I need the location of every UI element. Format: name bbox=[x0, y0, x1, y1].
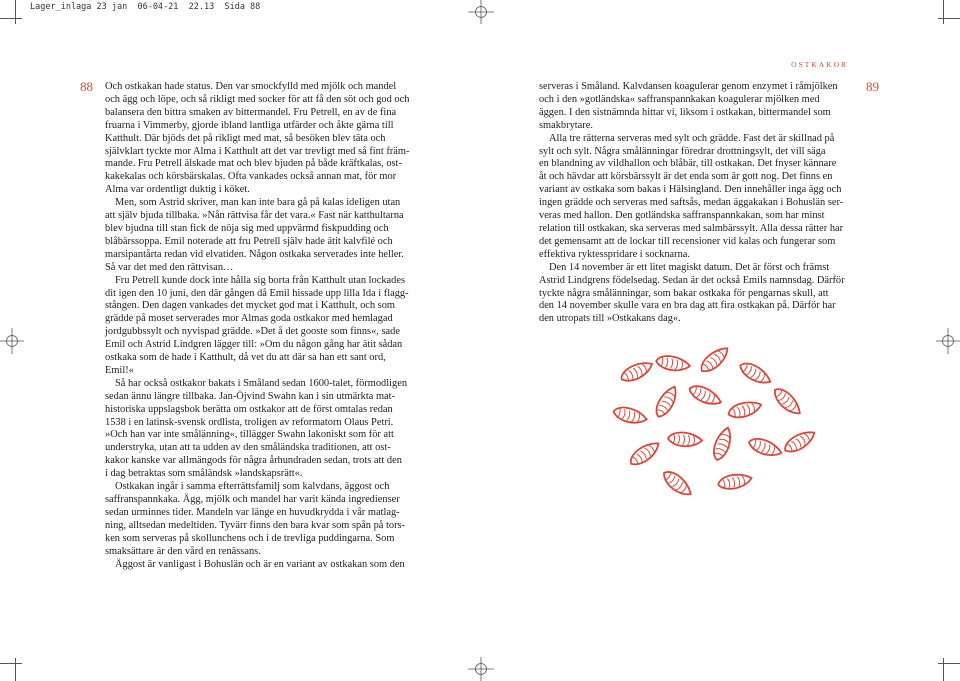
text-line: 1538 i en latinsk-svensk ordlista, troligen av reformatorn Olaus Petri. bbox=[105, 416, 394, 428]
text-line: blåbärssoppa. Emil noterade att fru Petrell själv hade ätit kalvfilé och bbox=[105, 235, 393, 247]
text-line: det gemensamt att de lockar till recensioner vid kalas och fungerar som bbox=[539, 235, 836, 247]
left-page-text bbox=[105, 81, 417, 571]
slug-line: Lager_inlaga 23 jan 06-04-21 22.13 Sida 88 bbox=[30, 2, 261, 12]
almond-shape bbox=[727, 399, 763, 421]
text-line: sylt och sylt. Några smålänningar föredrar drottningsylt, det vill säga bbox=[539, 145, 826, 157]
text-line: Och ostkakan hade status. Den var smockfylld med mjölk och mandel bbox=[105, 81, 397, 92]
text-line: grädde på moset serverades mor Almas goda ostkakor med hemlagad bbox=[105, 313, 393, 325]
almond-shape bbox=[652, 384, 681, 420]
text-line: balansera den bittra smaken av bittermandel. Fru Petrell, en av de fina bbox=[105, 106, 397, 118]
almond-shape bbox=[655, 354, 691, 373]
text-line: blev bjudna till stan fick de nöja sig med uppvärmd fiskpudding och bbox=[105, 222, 389, 234]
text-line: Den 14 november är ett litet magiskt datum. Det är först och främst bbox=[549, 261, 830, 273]
right-page-text bbox=[539, 81, 855, 326]
registration-mark-icon bbox=[468, 0, 494, 24]
crop-mark bbox=[0, 663, 22, 664]
page-number-right: 89 bbox=[866, 79, 879, 94]
crop-mark bbox=[943, 0, 944, 24]
almond-shape bbox=[710, 426, 734, 463]
page-number-left: 88 bbox=[80, 79, 93, 94]
text-line: »Och han var inte smålänning«, tillägger Swahn lakoniskt som för att bbox=[105, 429, 394, 441]
text-line: jordgubbssylt och nyvispad grädde. »Det å det gooste som finns«, sade bbox=[105, 326, 400, 338]
text-line: Fru Petrell kunde dock inte hålla sig borta från Katthult utan lockades bbox=[115, 274, 405, 286]
text-line: att själv bjuda tillbaka. »Nån rättvisa får det vara.« Fast när katthultarna bbox=[105, 210, 404, 222]
text-line: Så har också ostkakor bakats i Småland sedan 1600-talet, förmodligen bbox=[115, 377, 408, 389]
text-line: i dag betraktas som småländsk »landskapsrätt«. bbox=[105, 468, 303, 480]
text-line: effektiva ryktesspridare i socknarna. bbox=[539, 248, 690, 260]
text-line: ning, alltsedan medeltiden. Tyvärr finns den bara kvar som spån på tors- bbox=[105, 519, 406, 531]
crop-mark bbox=[15, 0, 16, 24]
almond-shape bbox=[782, 427, 818, 456]
registration-mark-icon bbox=[468, 657, 494, 681]
text-line: veras med hallon. Den gotländska saffranspannkakan, som har minst bbox=[539, 210, 825, 222]
almonds-icon bbox=[605, 344, 835, 514]
text-line: Ostkakan ingår i samma efterrättsfamilj som kalvdans, äggost och bbox=[115, 481, 390, 493]
text-line: marsipantårta redan vid elvatiden. Någon ostkaka serverades inte heller. bbox=[105, 248, 404, 260]
text-line: stången. Den dagen vankades det mycket god mat i Katthult, och som bbox=[105, 300, 395, 312]
text-line: Alla tre rätterna serveras med sylt och grädde. Fast det är skillnad på bbox=[549, 132, 835, 144]
text-line: äggen. I den sistnämnda hittar vi, liksom i ostkakan, bittermandel som bbox=[539, 106, 831, 118]
crop-mark bbox=[943, 658, 944, 681]
text-line: serveras i Småland. Kalvdansen koagulerar genom enzymet i råmjölken bbox=[539, 81, 838, 92]
almond-shape bbox=[619, 358, 656, 385]
registration-mark-icon bbox=[0, 328, 24, 354]
text-line: smaksättare är den vård en renässans. bbox=[105, 545, 261, 557]
crop-mark bbox=[15, 658, 16, 681]
text-line: en blandning av vildhallon och blåbär, till ostkakan. Det fnyser kännare bbox=[539, 158, 837, 170]
text-line: ingen grädde och serveras med saftsås, medan äggakakan i Bohuslän ser- bbox=[539, 197, 844, 209]
almond-shape bbox=[747, 435, 784, 459]
text-line: variant av ostkaka som bakas i Hälsingland. Den innehåller inga ägg och bbox=[539, 184, 842, 196]
text-line: sedan urminnes tider. Mandeln var länge en huvudkrydda i vår matlag- bbox=[105, 506, 400, 518]
crop-mark bbox=[938, 663, 960, 664]
crop-mark bbox=[938, 18, 960, 19]
text-line: tyckte några smålänningar, som bakar ostkaka för pengarnas skull, att bbox=[539, 287, 829, 299]
text-line: Äggost är vanligast i Bohuslän och är en variant av ostkakan som den bbox=[115, 558, 405, 570]
text-line: Astrid Lindgrens födelsedag. Sedan är det också Emils namnsdag. Därför bbox=[539, 274, 845, 286]
text-line: Emil och Astrid Lindgren lägger till: »Om du någon gång har ätit sådan bbox=[105, 339, 403, 351]
almond-shape bbox=[612, 405, 648, 427]
almond-shape bbox=[737, 359, 773, 388]
text-line: dit igen den 10 juni, den där gången då Emil hissade upp lilla Ida i flagg- bbox=[105, 287, 409, 299]
text-line: Emil!« bbox=[105, 364, 134, 376]
text-line: mande. Fru Petrell älskade mat och blev bjuden på både kräftkalas, ost- bbox=[105, 158, 402, 170]
almond-shape bbox=[771, 385, 805, 419]
text-line: Men, som Astrid skriver, man kan inte bara gå på kalas ideligen utan bbox=[115, 197, 401, 209]
text-line: Katthult. Där bjöds det på rikligt med mat, så besöken blev täta och bbox=[105, 132, 386, 144]
text-line: och i den »gotländska« saffranspannkakan koagulerar mjölken med bbox=[539, 93, 820, 105]
almond-shape bbox=[717, 472, 753, 491]
text-line: och ägg och löpe, och så rikligt med socker för att få den söt och god och bbox=[105, 93, 410, 105]
almond-shape bbox=[697, 344, 732, 376]
text-line: saffranspannkaka. Ägg, mjölk och mandel har varit kända ingredienser bbox=[105, 494, 400, 505]
text-line: ostkaka som de hade i Katthult, då vet du att där sa han ett sant ord, bbox=[105, 352, 386, 364]
almond-shape bbox=[627, 438, 663, 469]
text-line: understryka, utan att ta udden av den småländska traditionen, att ost- bbox=[105, 442, 391, 454]
text-line: sedan ännu längre tillbaka. Jan-Öjvind Swahn kan i sin utmärkta mat- bbox=[105, 390, 395, 402]
text-line: smakbrytare. bbox=[539, 119, 593, 131]
text-line: relation till ostkakan, ska serveras med salmbärssylt. Alla dessa rätter har bbox=[539, 222, 844, 234]
almond-shape bbox=[660, 468, 695, 500]
text-line: Så var det med den rättvisan… bbox=[105, 261, 234, 273]
registration-mark-icon bbox=[936, 328, 960, 354]
text-line: ken som serveras på skollunchens och i de trevliga puddingarna. Som bbox=[105, 532, 395, 544]
text-line: åt och hävdar att körsbärssylt är det enda som är gott nog. Det finns en bbox=[539, 171, 833, 183]
text-line: kakekalas och körsbärskalas. Ofta vankades också annan mat, för mor bbox=[105, 171, 397, 183]
text-line: den 14 november skulle vara en bra dag att fira ostkakan på. Därför har bbox=[539, 300, 836, 312]
crop-mark bbox=[0, 18, 22, 19]
text-line: fruarna i Vimmerby, gjorde ibland lantliga utfärder och åkte gärna till bbox=[105, 119, 394, 131]
text-line: historiska uppslagsbok berätta om ostkakor att de först omtalas redan bbox=[105, 403, 393, 415]
text-line: självklart tyckte mor Alma i Katthult att det var trevligt med så fint främ- bbox=[105, 145, 410, 157]
text-line: kakor kanske var allmängods för några århundraden sedan, trots att den bbox=[105, 455, 402, 467]
almond-shape bbox=[687, 382, 724, 409]
text-line: den utropats till »Ostkakans dag«. bbox=[539, 313, 681, 325]
running-head: OSTKAKOR bbox=[791, 60, 848, 69]
almond-shape bbox=[668, 431, 703, 447]
text-line: Alma var ordentligt duktig i köket. bbox=[105, 184, 250, 196]
